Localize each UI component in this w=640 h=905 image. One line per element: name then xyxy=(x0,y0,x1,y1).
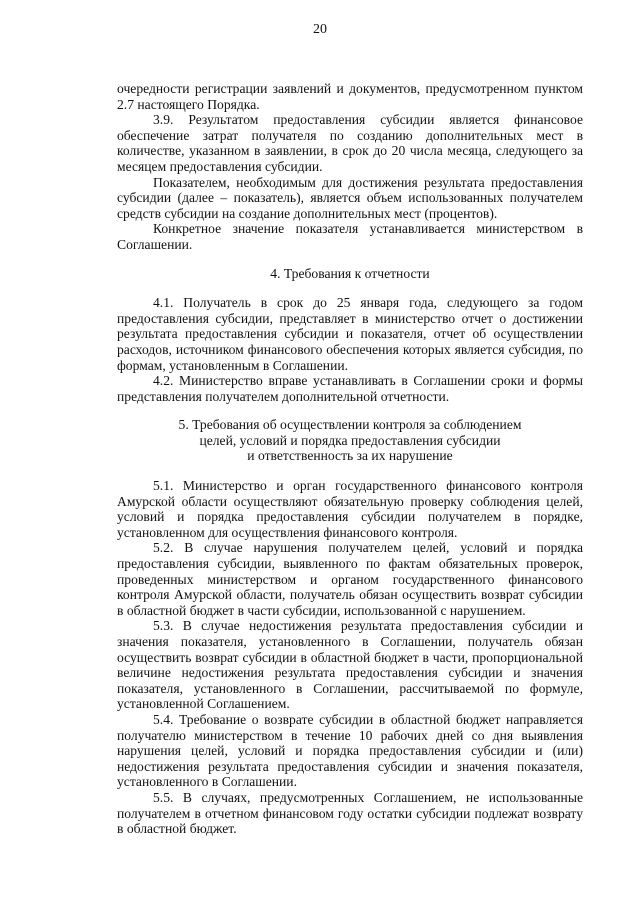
page-number: 20 xyxy=(313,22,327,37)
paragraph-5-4: 5.4. Требование о возврате субсидии в областной бюджет направляется получателю министерством в течение 10 рабочих дней со дня выявления нарушения целей, условий и порядка предоставления субсидии и (или) недостижения результата предоставления субсидии и значения показателя, установленного в Соглашении. xyxy=(117,711,583,790)
paragraph-indicator-value: Конкретное значение показателя устанавливается министерством в Соглашении. xyxy=(117,221,583,252)
paragraph-3-9: 3.9. Результатом предоставления субсидии является финансовое обеспечение затрат получателя по созданию дополнительных мест в количестве, указанном в заявлении, в срок до 20 числа месяца, следующего за месяцем предоставления субсидии. xyxy=(117,112,583,174)
paragraph-4-1: 4.1. Получатель в срок до 25 января года, следующего за годом предоставления субсидии, представляет в министерство отчет о достижении результата предоставления субсидии и показателя, отчет об осуществлении расходов, источником финансового обеспечения которых является субсидия, по формам, установленным в Соглашении. xyxy=(117,295,583,373)
document-body xyxy=(117,81,583,837)
section-5-heading-line-3: и ответственность за их нарушение xyxy=(247,448,453,464)
paragraph-5-2: 5.2. В случае нарушения получателем целей, условий и порядка предоставления субсидии, выявленного по фактам обязательных проверок, проведенных министерством и органом государственного финансового контроля Амурской области, получатель обязан осуществить возврат субсидии в областной бюджет в части субсидии, использованной с нарушением. xyxy=(117,540,583,618)
paragraph-continuation: очередности регистрации заявлений и документов, предусмотренном пунктом 2.7 настоящего Порядка. xyxy=(117,81,583,112)
paragraph-5-5: 5.5. В случаях, предусмотренных Соглашением, не использованные получателем в отчетном финансовом году остатки субсидии подлежат возврату в областной бюджет. xyxy=(117,789,583,837)
section-4-heading: 4. Требования к отчетности xyxy=(270,265,430,281)
paragraph-5-3: 5.3. В случае недостижения результата предоставления субсидии и значения показателя, установленного в Соглашении, получатель обязан осуществить возврат субсидии в областной бюджет в части, пропорциональной величине недостижения результата предоставления субсидии и значения показателя, установленного в Соглашении, рассчитываемой по формуле, установленной Соглашением. xyxy=(117,618,583,712)
paragraph-indicator: Показателем, необходимым для достижения результата предоставления субсидии (далее – показатель), является объем использованных получателем средств субсидии на создание дополнительных мест (процентов). xyxy=(117,174,583,221)
section-5-heading-line-2: целей, условий и порядка предоставления субсидии xyxy=(199,432,501,448)
paragraph-4-2: 4.2. Министерство вправе устанавливать в Соглашении сроки и формы представления получателем дополнительной отчетности. xyxy=(117,373,583,404)
section-5-heading-line-1: 5. Требования об осуществлении контроля за соблюдением xyxy=(178,417,522,433)
paragraph-5-1: 5.1. Министерство и орган государственного финансового контроля Амурской области осуществляют обязательную проверку соблюдения целей, условий и порядка предоставления субсидии получателем в порядке, установленном для осуществления финансового контроля. xyxy=(117,478,583,540)
